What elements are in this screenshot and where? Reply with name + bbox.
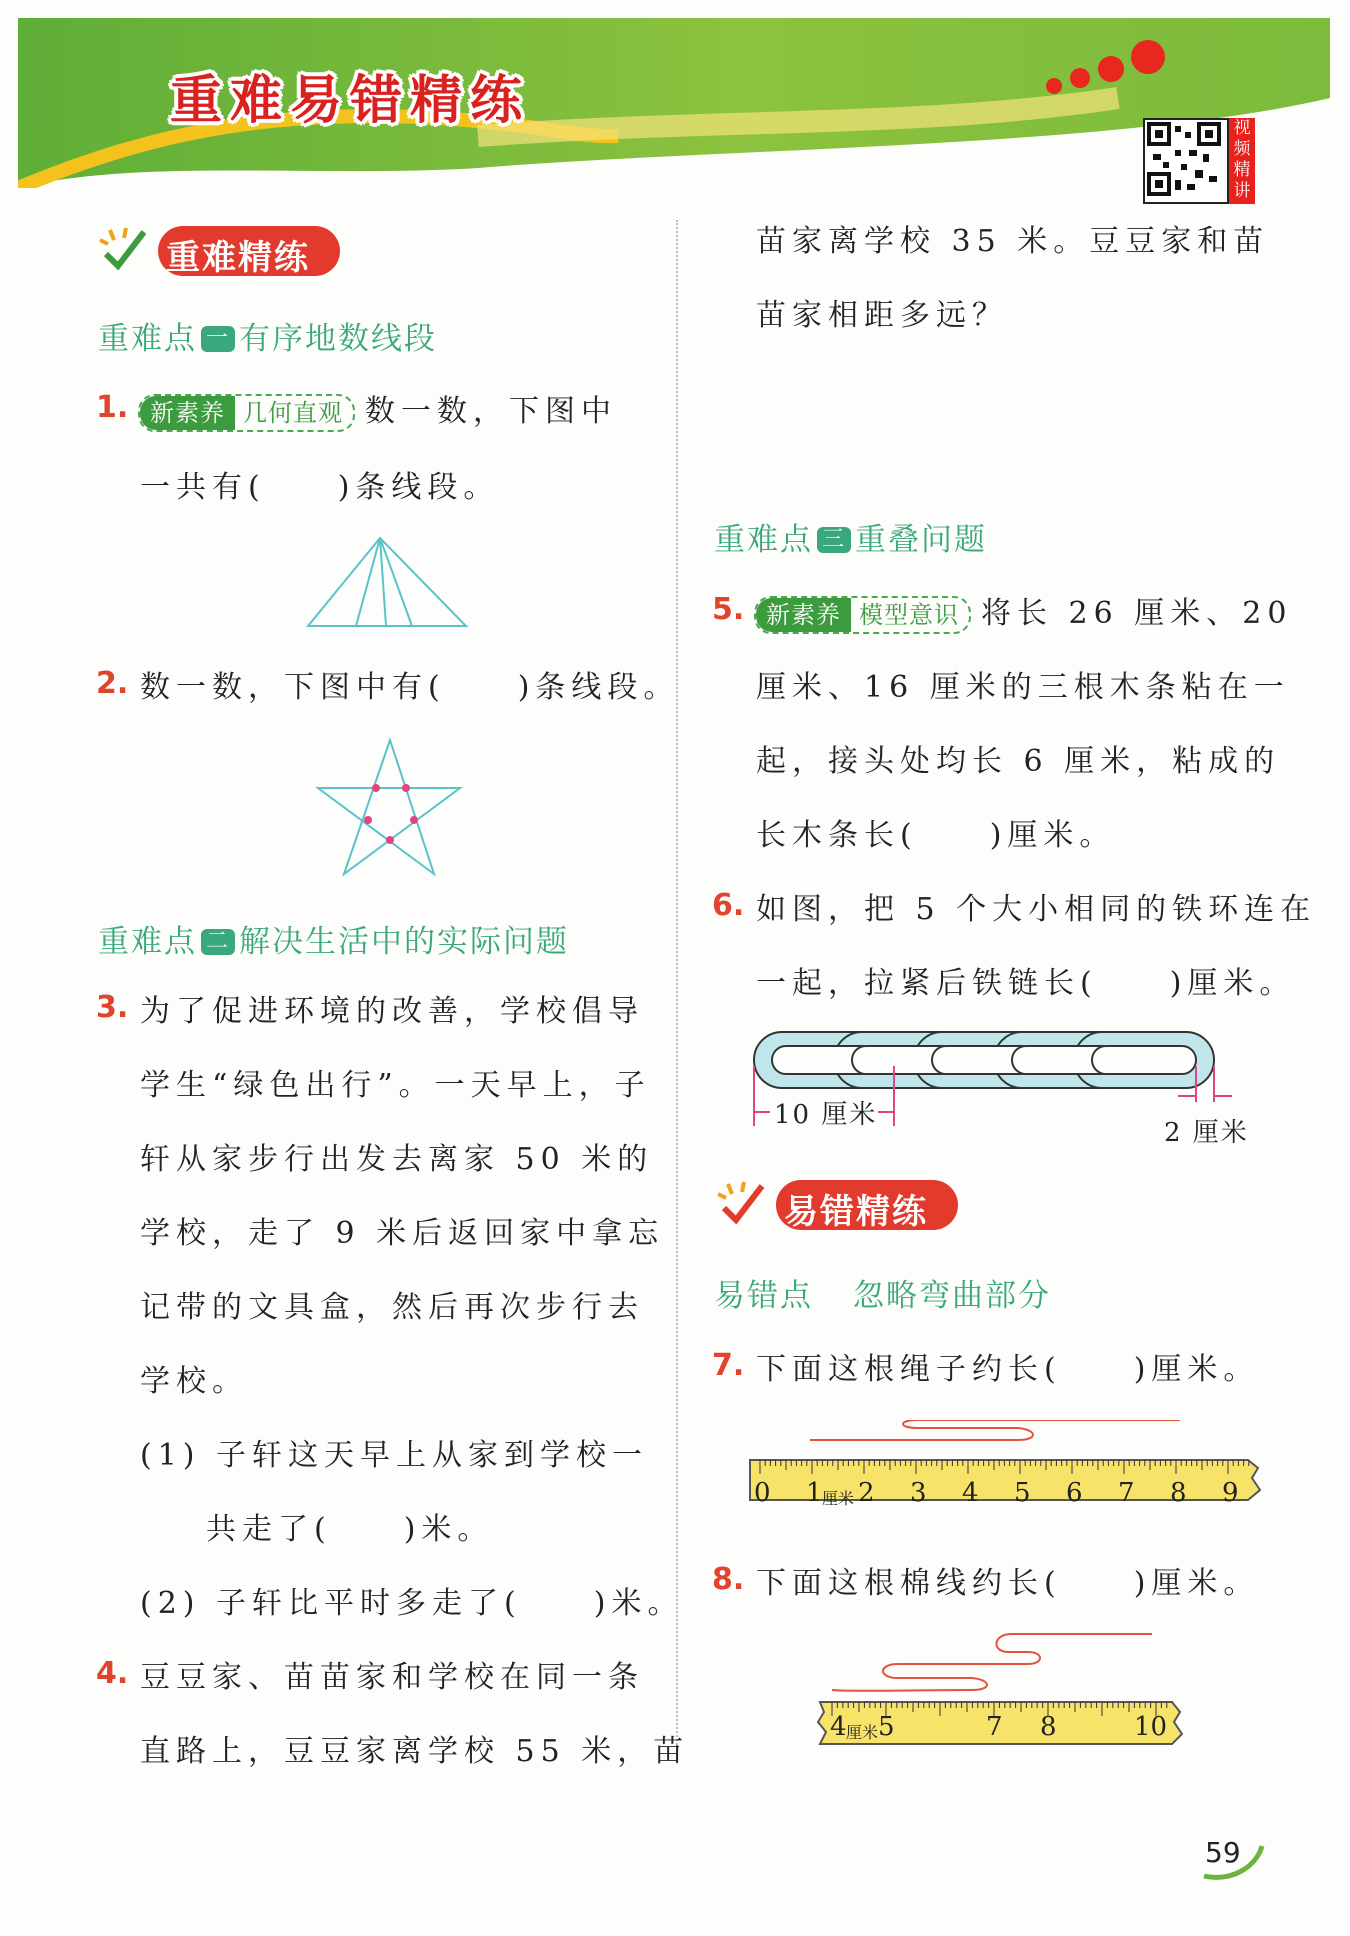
star-figure — [314, 736, 464, 878]
ruler-unit-label: 厘米 — [822, 1489, 855, 1508]
question-number: 8. — [712, 1562, 745, 1597]
ruler-tick-label: 9 — [1222, 1478, 1239, 1508]
ruler-tick-label: 5 — [878, 1712, 895, 1742]
question-text: 将长 26 厘米、20 — [981, 596, 1293, 631]
key-point-1 — [98, 313, 437, 358]
question-4-line: 苗家离学校 35 米。豆豆家和苗 — [756, 224, 1270, 259]
section-title-error: 易错精练 — [784, 1192, 928, 1232]
page-number: 59 — [1205, 1836, 1241, 1869]
sparkle-check-icon — [96, 226, 154, 276]
question-3-line: 学校，走了 9 米后返回家中拿忘 — [140, 1216, 665, 1251]
sparkle-check-icon — [714, 1180, 772, 1230]
badge-main: 新素养 — [140, 396, 235, 430]
badge-main: 新素养 — [756, 598, 851, 632]
ruler-tick-label: 5 — [1014, 1478, 1031, 1508]
key-point-text: 重叠问题 — [855, 522, 987, 558]
key-point-prefix: 重难点 — [98, 321, 197, 357]
key-point-number: 二 — [201, 929, 235, 955]
ruler-tick-label: 1 — [806, 1478, 823, 1508]
question-4-line: 苗家相距多远？ — [756, 298, 1008, 333]
question-number: 7. — [712, 1348, 745, 1383]
chain-label-left: 10 厘米 — [774, 1100, 878, 1130]
key-point-number: 一 — [201, 326, 235, 352]
question-3-line: 学生“绿色出行”。一天早上，子 — [140, 1068, 651, 1103]
question-3-sub-1-cont: 共走了( )米。 — [206, 1512, 494, 1547]
qr-video-label: 视频精讲 — [1229, 118, 1255, 204]
question-number: 4. — [96, 1656, 129, 1691]
literacy-badge — [754, 596, 971, 634]
ruler-tick-label: 8 — [1040, 1712, 1057, 1742]
key-point-prefix: 重难点 — [714, 522, 813, 558]
badge-sub: 几何直观 — [243, 399, 343, 427]
question-text: 下面这根棉线约长( )厘米。 — [756, 1566, 1260, 1601]
error-point — [714, 1270, 1051, 1315]
key-point-3 — [714, 514, 987, 559]
key-point-2 — [98, 916, 569, 961]
key-point-prefix: 易错点 — [714, 1278, 813, 1314]
key-point-text: 忽略弯曲部分 — [853, 1278, 1051, 1314]
section-title-hard: 重难精练 — [166, 238, 310, 278]
question-5-line-1 — [754, 588, 1292, 634]
ruler-tick-label: 3 — [910, 1478, 927, 1508]
question-5-line: 起，接头处均长 6 厘米，粘成的 — [756, 744, 1281, 779]
ruler-tick-label: 8 — [1170, 1478, 1187, 1508]
question-number: 5. — [712, 592, 745, 627]
ruler-tick-label: 4 — [962, 1478, 979, 1508]
literacy-badge — [138, 394, 355, 432]
question-number: 2. — [96, 666, 129, 701]
decor-dot — [1098, 56, 1124, 82]
decor-dot — [1070, 68, 1090, 88]
qr-code-icon[interactable] — [1143, 118, 1229, 204]
question-1-line-2: 一共有( )条线段。 — [140, 470, 500, 505]
question-4-line: 豆豆家、苗苗家和学校在同一条 — [140, 1660, 644, 1695]
ruler-tick-label: 4 — [830, 1712, 847, 1742]
ruler-tick-label: 6 — [1066, 1478, 1083, 1508]
question-3-sub-2: (2) 子轩比平时多走了( )米。 — [140, 1586, 684, 1621]
question-5-line: 长木条长( )厘米。 — [756, 818, 1116, 853]
question-5-line: 厘米、16 厘米的三根木条粘在一 — [756, 670, 1290, 705]
key-point-text: 有序地数线段 — [239, 321, 437, 357]
chain-label-right: 2 厘米 — [1164, 1118, 1249, 1148]
decor-dot — [1131, 40, 1165, 74]
question-text: 数一数，下图中有( )条线段。 — [140, 670, 680, 705]
question-text: 下面这根绳子约长( )厘米。 — [756, 1352, 1260, 1387]
question-3-line: 为了促进环境的改善，学校倡导 — [140, 994, 644, 1029]
question-4-line: 直路上，豆豆家离学校 55 米，苗 — [140, 1734, 690, 1769]
question-3-sub-1: (1) 子轩这天早上从家到学校一 — [140, 1438, 649, 1473]
question-number: 6. — [712, 888, 745, 923]
ruler-tick-label: 7 — [986, 1712, 1003, 1742]
question-text: 数一数，下图中 — [365, 394, 617, 429]
decor-dot — [1046, 78, 1062, 94]
question-6-line: 如图，把 5 个大小相同的铁环连在 — [756, 892, 1317, 927]
question-3-line: 学校。 — [140, 1364, 248, 1399]
page-title: 重难易错精练 — [170, 71, 531, 131]
question-number: 3. — [96, 990, 129, 1025]
question-number: 1. — [96, 390, 129, 425]
ruler-tick-label: 2 — [858, 1478, 875, 1508]
key-point-number: 三 — [817, 527, 851, 553]
key-point-prefix: 重难点 — [98, 924, 197, 960]
ruler-tick-label: 10 — [1134, 1712, 1168, 1742]
ruler-tick-label: 0 — [754, 1478, 771, 1508]
question-1-line-1 — [138, 386, 617, 432]
question-3-line: 轩从家步行出发去离家 50 米的 — [140, 1142, 654, 1177]
ruler-unit-label: 厘米 — [846, 1723, 879, 1742]
question-6-line: 一起，拉紧后铁链长( )厘米。 — [756, 966, 1296, 1001]
triangle-figure — [300, 534, 470, 630]
column-divider — [676, 220, 678, 1760]
question-3-line: 记带的文具盒，然后再次步行去 — [140, 1290, 644, 1325]
key-point-text: 解决生活中的实际问题 — [239, 924, 569, 960]
badge-sub: 模型意识 — [859, 601, 959, 629]
ruler-tick-label: 7 — [1118, 1478, 1135, 1508]
